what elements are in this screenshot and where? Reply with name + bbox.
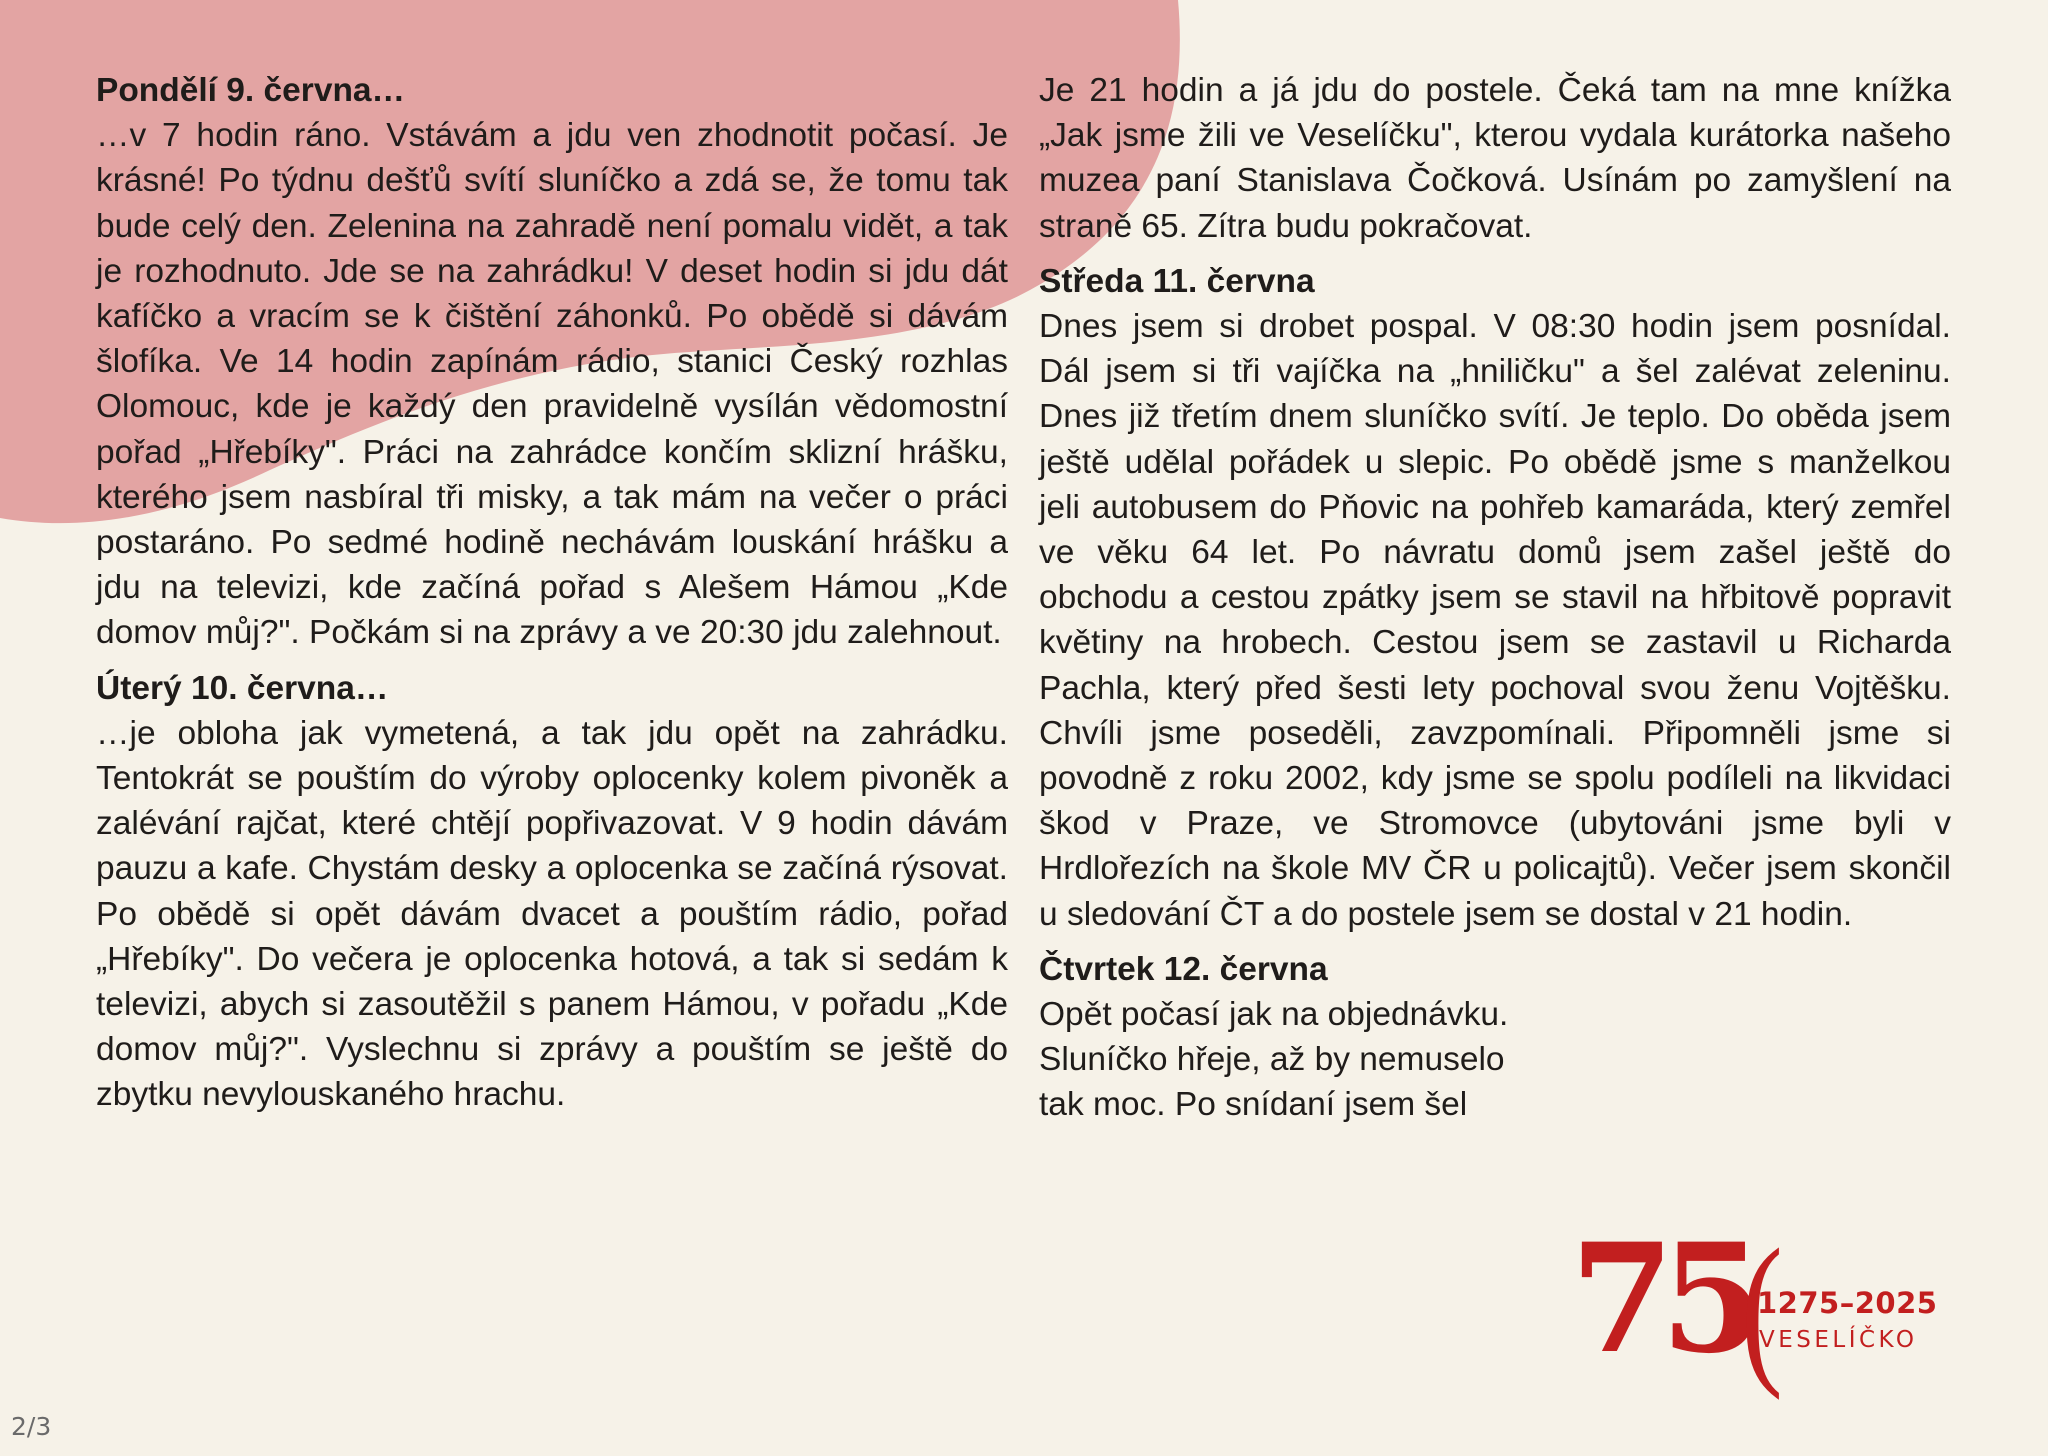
monday-heading: Pondělí 9. června… <box>96 72 406 109</box>
logo-village-name: VESELÍČKO <box>1759 1327 1918 1353</box>
thursday-heading: Čtvrtek 12. června <box>1039 950 1328 988</box>
logo-years: 1275–2025 <box>1757 1286 1938 1320</box>
tuesday-heading: Úterý 10. června… <box>96 669 389 707</box>
left-column <box>96 68 1008 1118</box>
logo-number: 75 <box>1570 1211 1751 1387</box>
monday-text: …v 7 hodin ráno. Vstávám a jdu ven zhodnotit počasí. Je krásné! Po týdnu dešťů svítí sluníčko a zdá se, že tomu tak bude celý den. Zelenina na zahradě není pomalu vidět, a tak je rozhodnuto. Jde se na zahrádku! V deset hodin si jdu dát kafíčko a vracím se k čištění záhonků. Po obědě si dávám šlofíka. Ve 14 hodin zapínám rádio, stanici Český rozhlas Olomouc, kde je každý den pravidelně vysílán vědomostní pořad „Hřebíky". Práci na zahrádce končím sklizní hrášku, kterého jsem nasbíral tři misky, a tak mám na večer o práci postaráno. Po sedmé hodině nechávám louskání hrášku a jdu na televizi, kde začíná pořad s Alešem Hámou „Kde domov můj?". Počkám si na zprávy a ve 20:30 jdu zalehnout. <box>96 117 1008 652</box>
evening-intro-text: Je 21 hodin a já jdu do postele. Čeká tam na mne knížka „Jak jsme žili ve Veselíčku", kterou vydala kurátorka našeho muzea paní Stanislava Čočková. Usínám po zamyšlení na straně 65. Zítra budu pokračovat. <box>1039 72 1951 245</box>
tuesday-text: …je obloha jak vymetená, a tak jdu opět na zahrádku. Tentokrát se pouštím do výroby oplocenky kolem pivoněk a zalévání rajčat, které chtějí popřivazovat. V 9 hodin dávám pauzu a kafe. Chystám desky a oplocenka se začíná rýsovat. Po obědě si opět dávám dvacet a pouštím rádio, pořad „Hřebíky". Do večera je oplocenka hotová, a tak si sedám k televizi, abych si zasoutěžil s panem Hámou, v pořadu „Kde domov můj?". Vyslechnu si zprávy a pouštím se ještě do zbytku nevylouskaného hrachu. <box>96 714 1008 1114</box>
page-number: 2/3 <box>11 1412 52 1441</box>
right-column <box>1039 68 1951 1128</box>
wednesday-text: Dnes jsem si drobet pospal. V 08:30 hodin jsem posnídal. Dál jsem si tři vajíčka na „hniličku" a šel zalévat zeleninu. Dnes již třetím dnem sluníčko svítí. Je teplo. Do oběda jsem ještě udělal pořádek u slepic. Po obědě jsme s manželkou jeli autobusem do Pňovic na pohřeb kamaráda, který zemřel ve věku 64 let. Po návratu domů jsem zašel ještě do obchodu a cestou zpátky jsem se stavil na hřbitově popravit květiny na hrobech. Cestou jsem se zastavil u Richarda Pachla, který před šesti lety pochoval svou ženu Vojtěšku. Chvíli jsme poseděli, zavzpomínali. Připomněli jsme si povodně z roku 2002, kdy jsme se spolu podíleli na likvidaci škod v Praze, ve Stromovce (ubytováni jsme byli v Hrdlořezích na škole MV ČR u policajtů). Večer jsem skončil u sledování ČT a do postele jsem se dostal v 21 hodin. <box>1039 308 1951 933</box>
wednesday-heading: Středa 11. června <box>1039 262 1315 300</box>
anniversary-logo <box>1560 1211 1960 1401</box>
logo-paren: ( <box>1740 1215 1783 1401</box>
thursday-text: Opět počasí jak na objednávku. Sluníčko hřeje, až by nemuselo tak moc. Po snídaní jsem šel <box>1039 996 1509 1124</box>
